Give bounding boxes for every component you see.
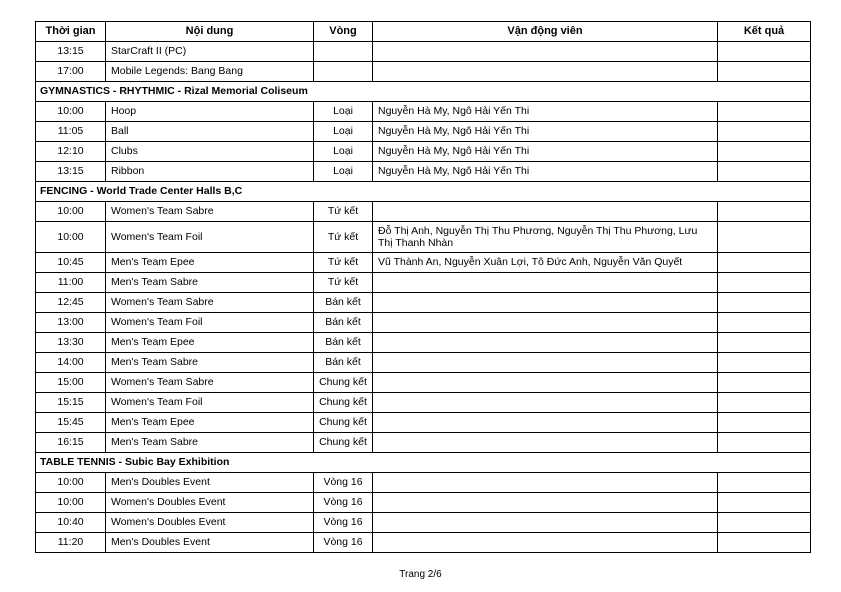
cell-result — [718, 222, 811, 253]
cell-round: Tứ kết — [314, 202, 373, 222]
table-row — [36, 313, 811, 333]
cell-event: Women's Team Sabre — [106, 373, 314, 393]
cell-round: Loại — [314, 142, 373, 162]
table-header — [36, 22, 811, 42]
table-body — [36, 42, 811, 553]
section-header-row — [36, 182, 811, 202]
cell-result — [718, 513, 811, 533]
table-header-row — [36, 22, 811, 42]
table-row — [36, 102, 811, 122]
cell-round: Tứ kết — [314, 273, 373, 293]
cell-round: Vòng 16 — [314, 533, 373, 553]
cell-event: Men's Doubles Event — [106, 473, 314, 493]
cell-event: Women's Team Foil — [106, 222, 314, 253]
table-row — [36, 533, 811, 553]
cell-time: 10:00 — [36, 222, 106, 253]
cell-time: 14:00 — [36, 353, 106, 373]
cell-result — [718, 202, 811, 222]
cell-athletes — [373, 433, 718, 453]
cell-event: Men's Team Epee — [106, 413, 314, 433]
table-row — [36, 62, 811, 82]
table-row — [36, 493, 811, 513]
column-header-result: Kết quả — [718, 22, 811, 42]
table-row — [36, 222, 811, 253]
cell-event: Women's Team Foil — [106, 313, 314, 333]
cell-result — [718, 273, 811, 293]
cell-result — [718, 293, 811, 313]
cell-time: 10:00 — [36, 202, 106, 222]
cell-event: StarCraft II (PC) — [106, 42, 314, 62]
cell-result — [718, 102, 811, 122]
cell-round: Loại — [314, 102, 373, 122]
cell-time: 15:15 — [36, 393, 106, 413]
section-title: TABLE TENNIS - Subic Bay Exhibition — [36, 453, 811, 473]
cell-athletes — [373, 373, 718, 393]
cell-time: 12:10 — [36, 142, 106, 162]
cell-event: Women's Doubles Event — [106, 493, 314, 513]
cell-round: Chung kết — [314, 413, 373, 433]
cell-round: Vòng 16 — [314, 493, 373, 513]
cell-event: Women's Doubles Event — [106, 513, 314, 533]
table-row — [36, 433, 811, 453]
cell-result — [718, 533, 811, 553]
cell-time: 13:00 — [36, 313, 106, 333]
cell-event: Clubs — [106, 142, 314, 162]
table-row — [36, 42, 811, 62]
cell-event: Ball — [106, 122, 314, 142]
column-header-event: Nội dung — [106, 22, 314, 42]
table-row — [36, 122, 811, 142]
cell-result — [718, 433, 811, 453]
cell-round: Chung kết — [314, 433, 373, 453]
cell-result — [718, 62, 811, 82]
cell-time: 10:40 — [36, 513, 106, 533]
cell-result — [718, 373, 811, 393]
cell-event: Men's Team Epee — [106, 253, 314, 273]
cell-event: Women's Team Foil — [106, 393, 314, 413]
cell-result — [718, 353, 811, 373]
page-footer: Trang 2/6 — [399, 569, 442, 580]
cell-round: Loại — [314, 122, 373, 142]
cell-result — [718, 42, 811, 62]
cell-time: 10:00 — [36, 102, 106, 122]
section-header-row — [36, 82, 811, 102]
cell-round: Bán kết — [314, 313, 373, 333]
cell-athletes: Vũ Thành An, Nguyễn Xuân Lợi, Tô Đức Anh, Nguyễn Văn Quyết — [373, 253, 718, 273]
cell-athletes: Nguyễn Hà My, Ngô Hải Yến Thi — [373, 162, 718, 182]
cell-time: 10:00 — [36, 493, 106, 513]
cell-event: Mobile Legends: Bang Bang — [106, 62, 314, 82]
column-header-round: Vòng — [314, 22, 373, 42]
schedule-sheet — [35, 21, 810, 553]
cell-result — [718, 142, 811, 162]
cell-athletes — [373, 62, 718, 82]
cell-result — [718, 122, 811, 142]
cell-round: Tứ kết — [314, 253, 373, 273]
cell-time: 11:05 — [36, 122, 106, 142]
cell-round: Chung kết — [314, 393, 373, 413]
table-row — [36, 413, 811, 433]
column-header-athletes: Vận động viên — [373, 22, 718, 42]
cell-athletes: Nguyễn Hà My, Ngô Hải Yến Thi — [373, 122, 718, 142]
table-row — [36, 513, 811, 533]
section-title: FENCING - World Trade Center Halls B,C — [36, 182, 811, 202]
cell-time: 13:15 — [36, 42, 106, 62]
cell-time: 13:30 — [36, 333, 106, 353]
cell-time: 10:00 — [36, 473, 106, 493]
cell-result — [718, 333, 811, 353]
table-row — [36, 353, 811, 373]
cell-event: Men's Team Sabre — [106, 353, 314, 373]
cell-result — [718, 313, 811, 333]
cell-result — [718, 162, 811, 182]
cell-round — [314, 42, 373, 62]
table-row — [36, 142, 811, 162]
cell-time: 16:15 — [36, 433, 106, 453]
cell-athletes — [373, 202, 718, 222]
cell-athletes — [373, 413, 718, 433]
cell-athletes: Nguyễn Hà My, Ngô Hải Yến Thi — [373, 102, 718, 122]
table-row — [36, 253, 811, 273]
cell-athletes — [373, 473, 718, 493]
cell-time: 10:45 — [36, 253, 106, 273]
cell-event: Hoop — [106, 102, 314, 122]
cell-athletes — [373, 393, 718, 413]
cell-athletes — [373, 42, 718, 62]
cell-athletes: Đỗ Thị Anh, Nguyễn Thị Thu Phương, Nguyễn Thị Thu Phương, Lưu Thị Thanh Nhàn — [373, 222, 718, 253]
cell-result — [718, 413, 811, 433]
cell-time: 15:45 — [36, 413, 106, 433]
cell-athletes — [373, 313, 718, 333]
cell-athletes — [373, 333, 718, 353]
cell-round: Vòng 16 — [314, 473, 373, 493]
schedule-table — [35, 21, 811, 553]
section-title: GYMNASTICS - RHYTHMIC - Rizal Memorial Coliseum — [36, 82, 811, 102]
cell-event: Men's Team Sabre — [106, 273, 314, 293]
table-row — [36, 393, 811, 413]
cell-time: 11:00 — [36, 273, 106, 293]
cell-result — [718, 473, 811, 493]
cell-round: Loại — [314, 162, 373, 182]
cell-event: Women's Team Sabre — [106, 202, 314, 222]
cell-round: Tứ kết — [314, 222, 373, 253]
cell-event: Men's Doubles Event — [106, 533, 314, 553]
cell-athletes — [373, 533, 718, 553]
cell-time: 11:20 — [36, 533, 106, 553]
cell-round: Bán kết — [314, 353, 373, 373]
cell-athletes — [373, 353, 718, 373]
table-row — [36, 273, 811, 293]
section-header-row — [36, 453, 811, 473]
column-header-time: Thời gian — [36, 22, 106, 42]
cell-event: Women's Team Sabre — [106, 293, 314, 313]
cell-athletes — [373, 513, 718, 533]
cell-time: 15:00 — [36, 373, 106, 393]
table-row — [36, 202, 811, 222]
cell-athletes — [373, 493, 718, 513]
table-row — [36, 333, 811, 353]
table-row — [36, 473, 811, 493]
cell-event: Men's Team Epee — [106, 333, 314, 353]
table-row — [36, 293, 811, 313]
cell-athletes — [373, 293, 718, 313]
cell-athletes — [373, 273, 718, 293]
cell-time: 13:15 — [36, 162, 106, 182]
cell-event: Men's Team Sabre — [106, 433, 314, 453]
cell-round: Bán kết — [314, 293, 373, 313]
cell-result — [718, 253, 811, 273]
cell-round: Bán kết — [314, 333, 373, 353]
cell-time: 12:45 — [36, 293, 106, 313]
cell-round — [314, 62, 373, 82]
cell-result — [718, 393, 811, 413]
cell-athletes: Nguyễn Hà My, Ngô Hải Yến Thi — [373, 142, 718, 162]
cell-time: 17:00 — [36, 62, 106, 82]
table-row — [36, 373, 811, 393]
cell-event: Ribbon — [106, 162, 314, 182]
cell-round: Vòng 16 — [314, 513, 373, 533]
table-row — [36, 162, 811, 182]
cell-round: Chung kết — [314, 373, 373, 393]
cell-result — [718, 493, 811, 513]
